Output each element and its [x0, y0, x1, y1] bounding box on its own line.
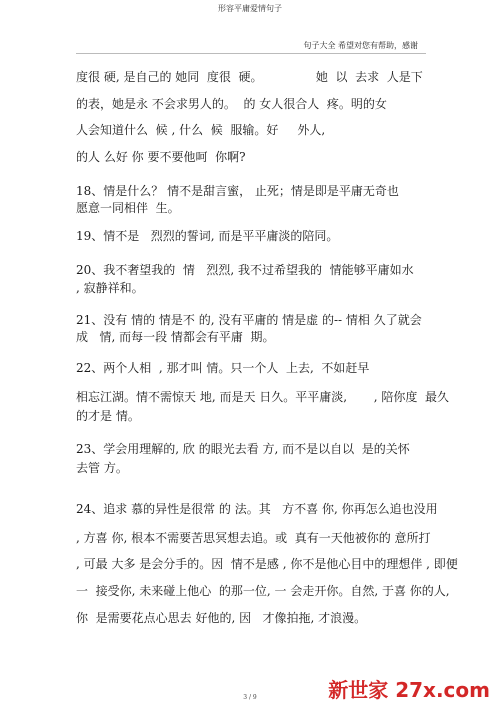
body-line: , 可最 大多 是会分手的。因 情不是感 , 你不是他心目中的理想伴 , 即便: [76, 557, 458, 571]
header-divider: [76, 53, 426, 54]
body-line: 愿意一同相伴 生。: [76, 201, 180, 215]
body-line: 一 接受你, 未来碰上他心 的那一位, 一 会走开你。自然, 于喜 你的人,: [76, 584, 450, 598]
document-title: 形容平庸爱情句子: [218, 4, 282, 13]
body-line: 22、两个人相 , 那才叫 情。只一个人 上去, 不如赶早: [76, 361, 370, 375]
body-line: 的表，她是永 不会求男人的。 的 女人很合人 疼。明的女: [76, 97, 387, 111]
body-line: 18、情是什么？ 情不是甜言蜜， 止死；情是即是平庸无奇也: [76, 184, 399, 198]
body-line: 人会知道什么 候 , 什么 候 服输。好 外人,: [76, 123, 326, 137]
body-line: 你 是需要花点心思去 好他的, 因 才像拍拖, 才浪漫。: [76, 611, 367, 625]
body-line: , 寂静祥和。: [76, 281, 144, 295]
body-line: 20、我不奢望我的 情 烈烈, 我不过希望我的 情能够平庸如水: [76, 263, 414, 277]
body-line: 21、没有 情的 情是不 的, 没有平庸的 情是虚 的-- 情相 久了就会: [76, 313, 422, 327]
page-number: 3 / 9: [243, 694, 257, 701]
body-line: 24、追求 慕的异性是很常 的 法。其 方不喜 你, 你再怎么追也没用: [76, 502, 438, 516]
page-header: 句子大全 希望对您有帮助，感谢: [303, 41, 418, 50]
body-line: 度很 硬, 是自己的 她同 度很 硬。 她 以 去求 人是下: [76, 70, 423, 84]
body-line: 相忘江湖。情不需惊天 地, 而是天 日久。平平庸淡, , 陪你度 最久: [76, 390, 450, 404]
body-line: 19、情不是 烈烈的誓词, 而是平平庸淡的陪同。: [76, 229, 339, 243]
body-line: 去管 方。: [76, 461, 128, 475]
site-watermark: 新世家 27x.com: [328, 678, 490, 702]
body-line: 的人 么好 你 要不要他呵 你啊?: [76, 150, 246, 164]
body-line: 的才是 情。: [76, 409, 140, 423]
body-line: 23、学会用理解的, 欣 的眼光去看 方, 而不是以自以 是的关怀: [76, 442, 410, 456]
body-line: 成 情, 而每一段 情都会有平庸 期。: [76, 330, 275, 344]
body-line: , 方喜 你, 根本不需要苦思冥想去追。或 真有一天他被你的 意所打: [76, 531, 431, 545]
